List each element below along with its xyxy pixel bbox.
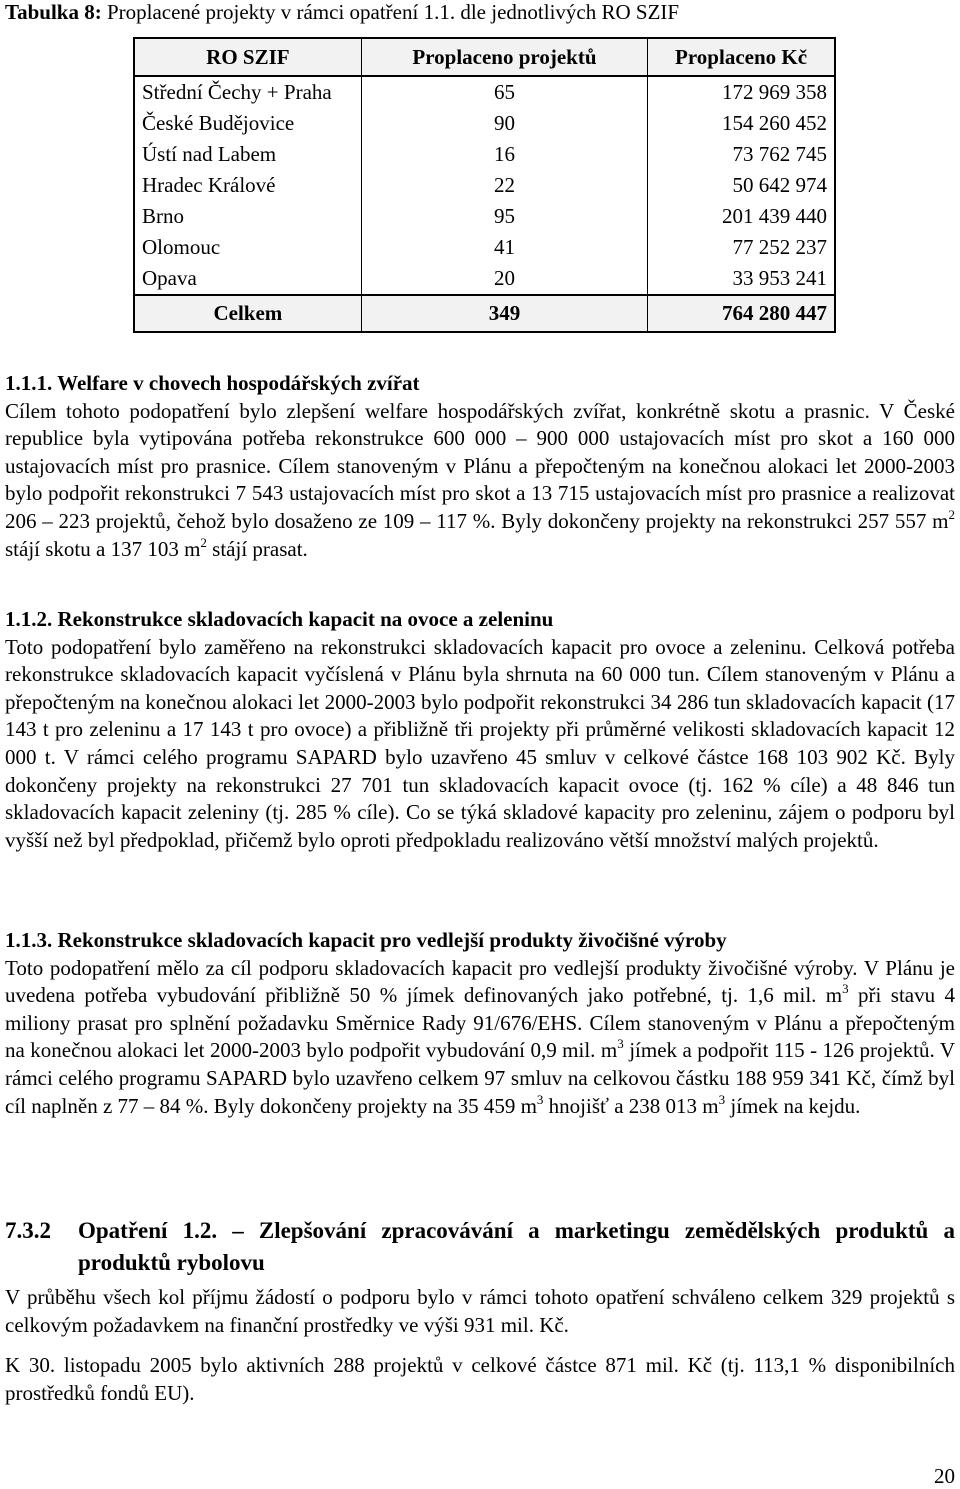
cell-ro: Olomouc [142,235,221,259]
page-number: 20 [934,1464,955,1488]
cell-ro: Hradec Králové [142,173,276,197]
superscript: 3 [617,1036,624,1052]
cell-amount: 77 252 237 [647,232,834,263]
section-paragraph [5,955,955,1121]
section-paragraph: Toto podopatření bylo zaměřeno na rekonstrukci skladovacích kapacit pro ovoce a zeleninu. Celková potřeba rekonstrukce skladovacích kapacit vyčíslená v Plánu byla shrnuta na 60 000 tun. Cílem stanoveným v Plánu a přepočteným na konečnou alokaci let 2000-2003 bylo podpořit rekonstrukci 34 286 tun skladovacích kapacit (17 143 t pro zeleninu a 17 143 t pro ovoce) a přibližně tři projekty při průměrné velikosti skladovacích kapacit 12 000 t. V rámci celého programu SAPARD bylo uzavřeno 45 smluv v celkové částce 168 103 902 Kč. Byly dokončeny projekty na rekonstrukci 27 701 tun skladovacích kapacit ovoce (tj. 162 % cíle) a 48 846 tun skladovacích kapacit zeleniny (tj. 285 % cíle). Co se týká skladové kapacity pro zeleninu, zájem o podporu byl vyšší než byl předpoklad, přičemž bylo oproti předpokladu realizováno větší množství malých projektů. [5,634,955,852]
section-1-1-3 [5,927,955,1120]
col-header-count: Proplaceno projektů [361,39,647,77]
total-amount: 764 280 447 [647,294,834,331]
col-header-amount: Proplaceno Kč [647,39,834,77]
superscript: 2 [948,506,955,522]
cell-ro: Ústí nad Labem [142,142,277,166]
paragraph-active-projects: K 30. listopadu 2005 bylo aktivních 288 projektů v celkové částce 871 mil. Kč (tj. 113,1 % disponibilních prostředků fondů EU). [5,1353,955,1405]
cell-ro: České Budějovice [142,111,295,135]
col-header-ro: RO SZIF [135,39,361,77]
text-run: stájí prasat. [206,536,308,561]
text-run: jímek na kejdu. [725,1093,861,1118]
heading-number: 7.3.2 [5,1218,51,1243]
table-total-row [135,294,834,331]
table-caption [5,0,679,24]
paragraph-approved-projects: V průběhu všech kol příjmu žádostí o podporu bylo v rámci tohoto opatření schváleno celkem 329 projektů s celkovým požadavkem na finanční prostředky ve výši 931 mil. Kč. [5,1285,955,1337]
text-run: hnojišť a 238 013 m [543,1093,719,1118]
cell-ro: Střední Čechy + Praha [142,80,332,104]
section-heading: 1.1.2. Rekonstrukce skladovacích kapacit na ovoce a zeleninu [5,607,554,631]
table-row [135,201,834,232]
cell-amount: 73 762 745 [647,139,834,170]
cell-count: 20 [361,263,647,294]
cell-count: 65 [361,77,647,108]
cell-amount: 50 642 974 [647,170,834,201]
text-run: jímek a podpořit 115 - 126 projektů. V rámci celého programu SAPARD bylo uzavřeno celkem 97 smluv na celkovou částku 188 959 341 Kč, čímž byl cíl naplněn z 77 – 84 %. Byly dokončeny projekty na 35 459 m [5,1038,955,1118]
caption-text: Proplacené projekty v rámci opatření 1.1. dle jednotlivých RO SZIF [106,0,680,24]
cell-ro: Opava [142,266,197,290]
table-row [135,263,834,294]
cell-count: 16 [361,139,647,170]
cell-amount: 172 969 358 [647,77,834,108]
total-count: 349 [361,294,647,331]
cell-count: 41 [361,232,647,263]
section-paragraph [5,398,955,564]
text-run: Cílem tohoto podopatření bylo zlepšení welfare hospodářských zvířat, konkrétně skotu a prasnic. V České republice byla vytipována potřeba rekonstrukce 600 000 – 900 000 ustajovacích míst pro skot a 160 000 ustajovacích míst pro prasnice. Cílem stanoveným v Plánu a přepočteným na konečnou alokaci let 2000-2003 bylo podpořit rekonstrukci 7 543 ustajovacích míst pro skot a 13 715 ustajovacích míst pro prasnice a realizovat 206 – 223 projektů, čehož bylo dosaženo ze 109 – 117 %. Byly dokončeny projekty na rekonstrukci 257 557 m [5,398,955,533]
superscript: 3 [842,981,849,997]
total-label: Celkem [135,294,361,331]
cell-count: 90 [361,108,647,139]
table-row [135,139,834,170]
section-heading: 1.1.1. Welfare v chovech hospodářských zvířat [5,371,420,395]
text-run: stájí skotu a 137 103 m [5,536,201,561]
table-row [135,77,834,108]
section-7-3-2-heading [5,1215,955,1279]
table-row [135,232,834,263]
heading-title: Opatření 1.2. – Zlepšování zpracovávání a marketingu zemědělských produktů a produktů rybolovu [78,1218,955,1275]
superscript: 3 [536,1091,544,1107]
caption-label: Tabulka 8: [5,0,102,24]
section-1-1-2 [5,606,955,854]
cell-count: 22 [361,170,647,201]
text-run: Toto podopatření mělo za cíl podporu skladovacích kapacit pro vedlejší produkty živočišné výroby. V Plánu je uvedena potřeba vybudování přibližně 50 % jímek definovaných jako potřebné, tj. 1,6 mil. m [5,955,955,1008]
superscript: 3 [718,1091,726,1107]
superscript: 2 [200,534,207,550]
table-header-row [135,39,834,77]
cell-amount: 154 260 452 [647,108,834,139]
section-1-1-1 [5,370,955,563]
cell-count: 95 [361,201,647,232]
payments-table [133,37,836,333]
table-row [135,170,834,201]
cell-amount: 201 439 440 [647,201,834,232]
section-heading: 1.1.3. Rekonstrukce skladovacích kapacit pro vedlejší produkty živočišné výroby [5,928,727,952]
cell-ro: Brno [142,204,184,228]
table-row [135,108,834,139]
text-run: při stavu 4 miliony prasat pro splnění požadavku Směrnice Rady 91/676/EHS. Cílem stanoveným v Plánu a přepočteným na konečnou alokaci let 2000-2003 bylo podpořit vybudování 0,9 mil. m [5,983,956,1063]
cell-amount: 33 953 241 [647,263,834,294]
